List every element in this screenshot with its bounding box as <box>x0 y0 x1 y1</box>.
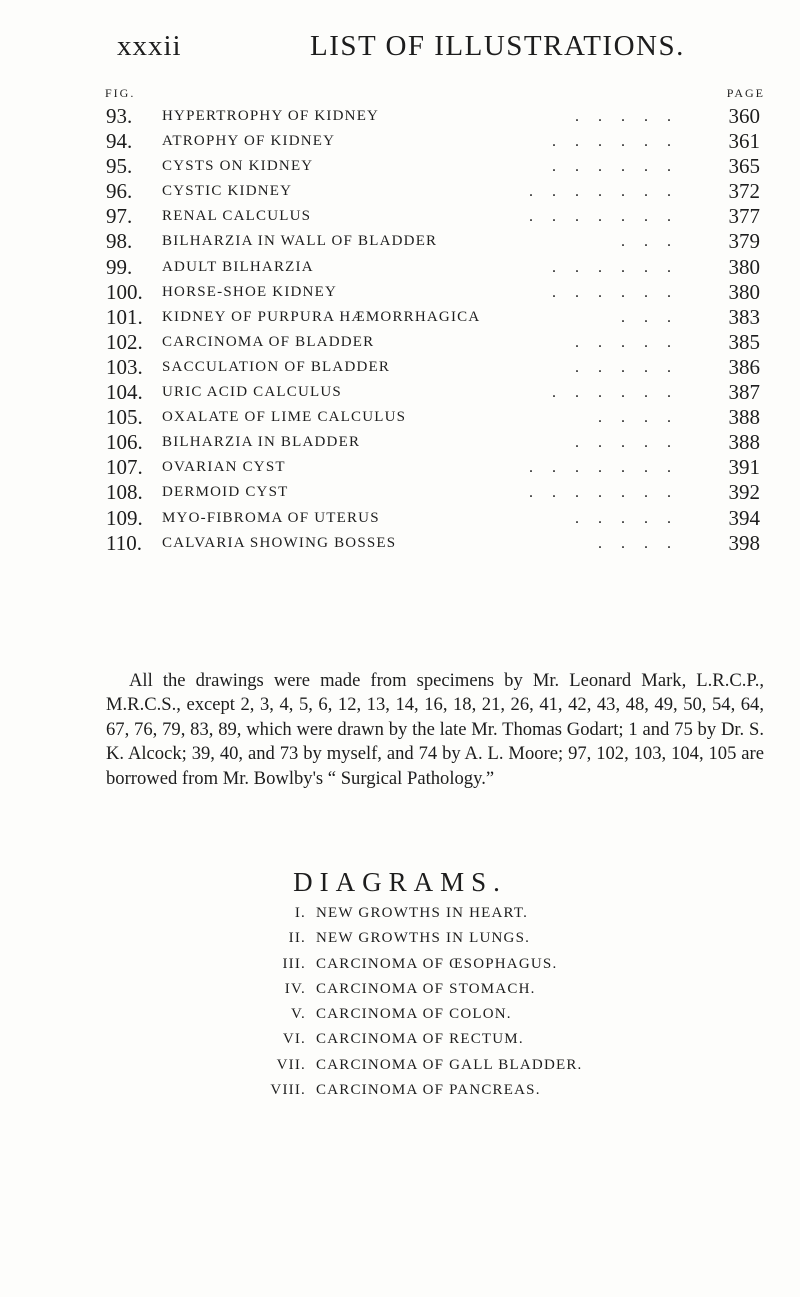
figure-number: 102. <box>106 329 143 354</box>
diagram-entry <box>246 977 706 1002</box>
diagram-title: CARCINOMA OF RECTUM. <box>316 1031 524 1048</box>
figure-page: 394 <box>728 505 760 530</box>
figure-number: 97. <box>106 204 133 229</box>
dot-leader: ....... <box>529 183 690 201</box>
figure-entry <box>106 531 760 556</box>
figure-title: RENAL CALCULUS <box>162 208 312 225</box>
figure-page: 388 <box>728 405 760 430</box>
diagram-entry <box>246 1078 706 1103</box>
diagram-number: II. <box>288 930 306 947</box>
dot-leader: ...... <box>552 133 690 151</box>
diagram-entry <box>246 952 706 977</box>
figure-title: DERMOID CYST <box>162 484 289 501</box>
figure-page: 360 <box>728 104 760 128</box>
dot-leader: .... <box>598 409 690 427</box>
figure-title: HYPERTROPHY OF KIDNEY <box>162 108 380 124</box>
figure-page: 361 <box>728 129 760 154</box>
diagram-entry <box>246 1027 706 1052</box>
figure-title: OXALATE OF LIME CALCULUS <box>162 409 407 426</box>
dot-leader: ...... <box>552 283 690 301</box>
figure-page: 372 <box>728 179 760 204</box>
diagram-number: I. <box>294 905 306 921</box>
figure-number: 94. <box>106 129 133 154</box>
figure-title: CALVARIA SHOWING BOSSES <box>162 534 397 551</box>
dot-leader: ..... <box>575 509 690 527</box>
figure-number: 103. <box>106 354 143 379</box>
figure-page: 383 <box>728 304 760 329</box>
dot-leader: ...... <box>552 158 690 176</box>
figure-page: 365 <box>728 154 760 179</box>
diagram-title: CARCINOMA OF GALL BLADDER. <box>316 1056 583 1073</box>
diagram-entry <box>246 1002 706 1027</box>
dot-leader: ....... <box>529 459 690 477</box>
figure-page: 380 <box>728 254 760 279</box>
figure-title: HORSE-SHOE KIDNEY <box>162 283 337 300</box>
figure-page: 380 <box>728 279 760 304</box>
diagram-title: CARCINOMA OF STOMACH. <box>316 980 536 997</box>
diagrams-heading: DIAGRAMS. <box>293 867 507 897</box>
diagram-number: IV. <box>284 980 306 997</box>
figure-page: 398 <box>728 530 760 555</box>
figure-number: 106. <box>106 430 143 455</box>
figure-title: CYSTIC KIDNEY <box>162 183 293 200</box>
diagram-title: CARCINOMA OF PANCREAS. <box>316 1082 541 1099</box>
figure-page: 391 <box>728 455 760 480</box>
figure-number: 95. <box>106 154 133 179</box>
figure-number: 99. <box>106 254 133 279</box>
figure-entry <box>106 506 760 531</box>
figure-title: SACCULATION OF BLADDER <box>162 358 391 375</box>
diagram-number: III. <box>282 955 306 972</box>
page-number: xxxii <box>117 30 182 62</box>
figure-title: BILHARZIA IN WALL OF BLADDER <box>162 233 438 250</box>
diagram-number: VI. <box>282 1031 306 1048</box>
diagram-number: V. <box>290 1006 306 1023</box>
diagram-entry <box>246 901 706 926</box>
figure-entry <box>106 255 760 280</box>
dot-leader: ....... <box>529 484 690 502</box>
figure-number: 100. <box>106 279 143 304</box>
diagram-entry <box>246 926 706 951</box>
figure-title: BILHARZIA IN BLADDER <box>162 434 361 451</box>
figure-number: 93. <box>106 104 133 128</box>
figure-entry <box>106 455 760 480</box>
diagram-title: CARCINOMA OF COLON. <box>316 1006 512 1023</box>
figure-entry <box>106 480 760 505</box>
figure-entry <box>106 305 760 330</box>
figure-entry <box>106 380 760 405</box>
dot-leader: ..... <box>575 358 690 376</box>
column-headings <box>105 86 765 102</box>
figure-title: URIC ACID CALCULUS <box>162 384 342 401</box>
diagram-number: VII. <box>276 1056 306 1073</box>
diagram-entry <box>246 1053 706 1078</box>
figure-title: OVARIAN CYST <box>162 459 286 476</box>
figure-page: 387 <box>728 380 760 405</box>
figure-entry <box>106 355 760 380</box>
dot-leader: ..... <box>575 333 690 351</box>
dot-leader: ....... <box>529 208 690 226</box>
figure-title: ATROPHY OF KIDNEY <box>162 133 336 150</box>
figure-entry <box>106 430 760 455</box>
figure-title: CARCINOMA OF BLADDER <box>162 333 375 350</box>
running-title: LIST OF ILLUSTRATIONS. <box>310 30 685 62</box>
figure-entry <box>106 330 760 355</box>
figure-title: CYSTS ON KIDNEY <box>162 158 314 175</box>
diagram-number: VIII. <box>270 1082 306 1099</box>
fig-column-heading: FIG. <box>105 86 136 100</box>
figure-page: 377 <box>728 204 760 229</box>
dot-leader: ...... <box>552 384 690 402</box>
figure-title: ADULT BILHARZIA <box>162 258 314 275</box>
diagram-title: CARCINOMA OF ŒSOPHAGUS. <box>316 955 558 972</box>
dot-leader: ... <box>621 308 690 326</box>
dot-leader: ..... <box>575 108 690 125</box>
dot-leader: ..... <box>575 434 690 452</box>
diagram-title: NEW GROWTHS IN LUNGS. <box>316 930 531 947</box>
figure-page: 392 <box>728 480 760 505</box>
diagrams-list <box>246 901 706 1103</box>
figures-list <box>106 104 760 556</box>
figure-entry <box>106 229 760 254</box>
figure-number: 110. <box>106 530 142 555</box>
dot-leader: .... <box>598 534 690 552</box>
figure-number: 108. <box>106 480 143 505</box>
diagram-title: NEW GROWTHS IN HEART. <box>316 905 529 921</box>
page-header <box>117 30 717 70</box>
figure-number: 98. <box>106 229 133 254</box>
figure-page: 385 <box>728 329 760 354</box>
attribution-note: All the drawings were made from specimens by Mr. Leonard Mark, L.R.C.P., M.R.C.S., except 2, 3, 4, 5, 6, 12, 13, 14, 16, 18, 21, 26, 41, 42, 43, 48, 49, 50, 54, 64, 67, 76, 79, 83, 89, which were drawn by the late Mr. Thomas Godart; 1 and 75 by Dr. S. K. Alcock; 39, 40, and 73 by myself, and 74 by A. L. Moore; 97, 102, 103, 104, 105 are borrowed from Mr. Bowlby's “ Surgical Pathology.” <box>106 669 764 789</box>
figure-entry <box>106 104 760 129</box>
figure-page: 386 <box>728 354 760 379</box>
figure-entry <box>106 405 760 430</box>
page-column-heading: PAGE <box>726 86 765 100</box>
figure-entry <box>106 129 760 154</box>
figure-number: 104. <box>106 380 143 405</box>
dot-leader: ...... <box>552 258 690 276</box>
figure-number: 109. <box>106 505 143 530</box>
figure-number: 96. <box>106 179 133 204</box>
figure-number: 105. <box>106 405 143 430</box>
figure-entry <box>106 179 760 204</box>
figure-title: MYO-FIBROMA OF UTERUS <box>162 509 380 526</box>
figure-entry <box>106 204 760 229</box>
figure-number: 101. <box>106 304 143 329</box>
figure-title: KIDNEY OF PURPURA HÆMORRHAGICA <box>162 308 481 325</box>
figure-entry <box>106 280 760 305</box>
figure-page: 388 <box>728 430 760 455</box>
figure-page: 379 <box>728 229 760 254</box>
figure-entry <box>106 154 760 179</box>
figure-number: 107. <box>106 455 143 480</box>
dot-leader: ... <box>621 233 690 251</box>
